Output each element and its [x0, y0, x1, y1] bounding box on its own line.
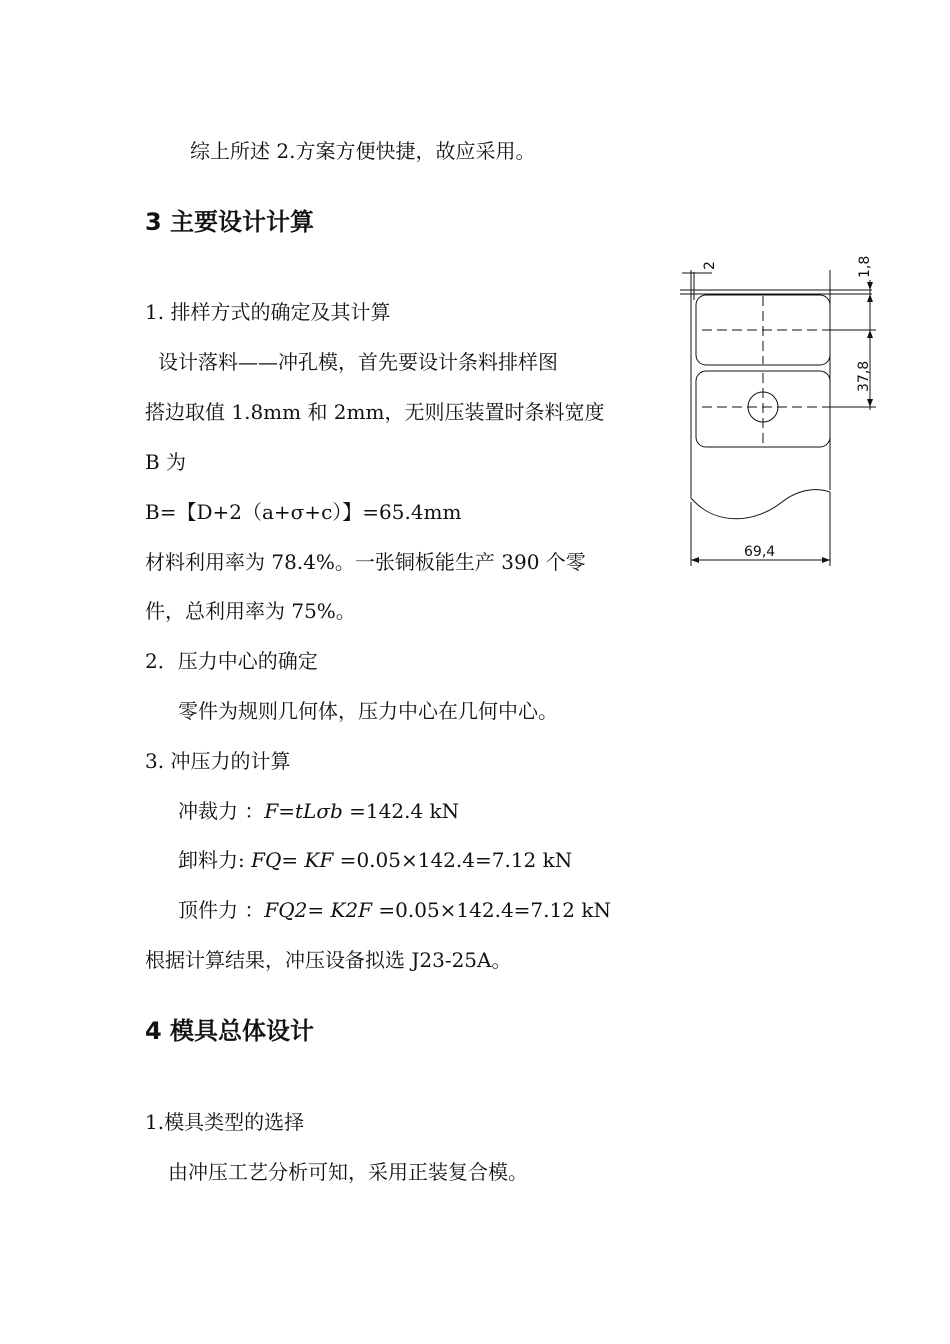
force-stripping-formula: FQ= KF [251, 848, 334, 872]
arrow-top-1 [867, 282, 873, 290]
summary-line: 综上所述 2.方案方便快捷，故应采用。 [190, 139, 536, 163]
s4-item-1-text: 由冲压工艺分析可知，采用正装复合模。 [168, 1160, 528, 1184]
break-line [691, 490, 830, 519]
force-blanking-formula: F=tLσb [264, 799, 343, 823]
conclusion-line: 根据计算结果，冲压设备拟选 J23-25A。 [145, 948, 512, 972]
utilization-line-2: 件，总利用率为 75%。 [145, 599, 356, 623]
strip-layout-drawing [672, 240, 892, 570]
arrow-top-2 [867, 294, 873, 302]
design-line-2: 搭边取值 1.8mm 和 2mm，无则压装置时条料宽度 [145, 400, 605, 424]
item-3-title: 3. 冲压力的计算 [145, 749, 291, 773]
dim-top-label: 1,8 [857, 255, 873, 278]
s4-item-1-title: 1.模具类型的选择 [145, 1110, 305, 1134]
arrow-pitch-top [867, 330, 873, 338]
dim-pitch-label: 37,8 [856, 360, 872, 392]
force-stripping-label: 卸料力: [178, 848, 245, 872]
design-line-1: 设计落料——冲孔模，首先要设计条料排样图 [158, 350, 558, 374]
item-1-title: 1. 排样方式的确定及其计算 [145, 300, 391, 324]
force-blanking-value: =142.4 kN [342, 799, 460, 823]
arrow-width-left [691, 557, 699, 563]
force-blanking-label: 冲裁力 ： [178, 799, 265, 823]
arrow-width-right [822, 557, 830, 563]
force-ejection-formula: FQ2= K2F [264, 898, 373, 922]
arrow-pitch-bottom [867, 399, 873, 407]
utilization-line-1: 材料利用率为 78.4%。一张铜板能生产 390 个零 [145, 550, 586, 574]
section-3-heading: 3 主要设计计算 [145, 208, 315, 236]
item-2-title: 2．压力中心的确定 [145, 649, 318, 673]
force-ejection [178, 896, 611, 924]
section-4-heading: 4 模具总体设计 [145, 1017, 315, 1045]
design-line-3: B 为 [145, 450, 187, 474]
force-ejection-value: =0.05×142.4=7.12 kN [372, 898, 611, 922]
item-2-text: 零件为规则几何体，压力中心在几何中心。 [178, 699, 558, 723]
dim-width-label: 69,4 [744, 544, 776, 560]
formula-b: B=【D+2（a+σ+c）】=65.4mm [145, 500, 462, 524]
force-blanking [178, 797, 459, 825]
force-stripping [178, 846, 572, 874]
force-ejection-label: 顶件力 ： [178, 898, 265, 922]
force-stripping-value: =0.05×142.4=7.12 kN [333, 848, 573, 872]
dim-small-label: 2 [702, 261, 718, 270]
